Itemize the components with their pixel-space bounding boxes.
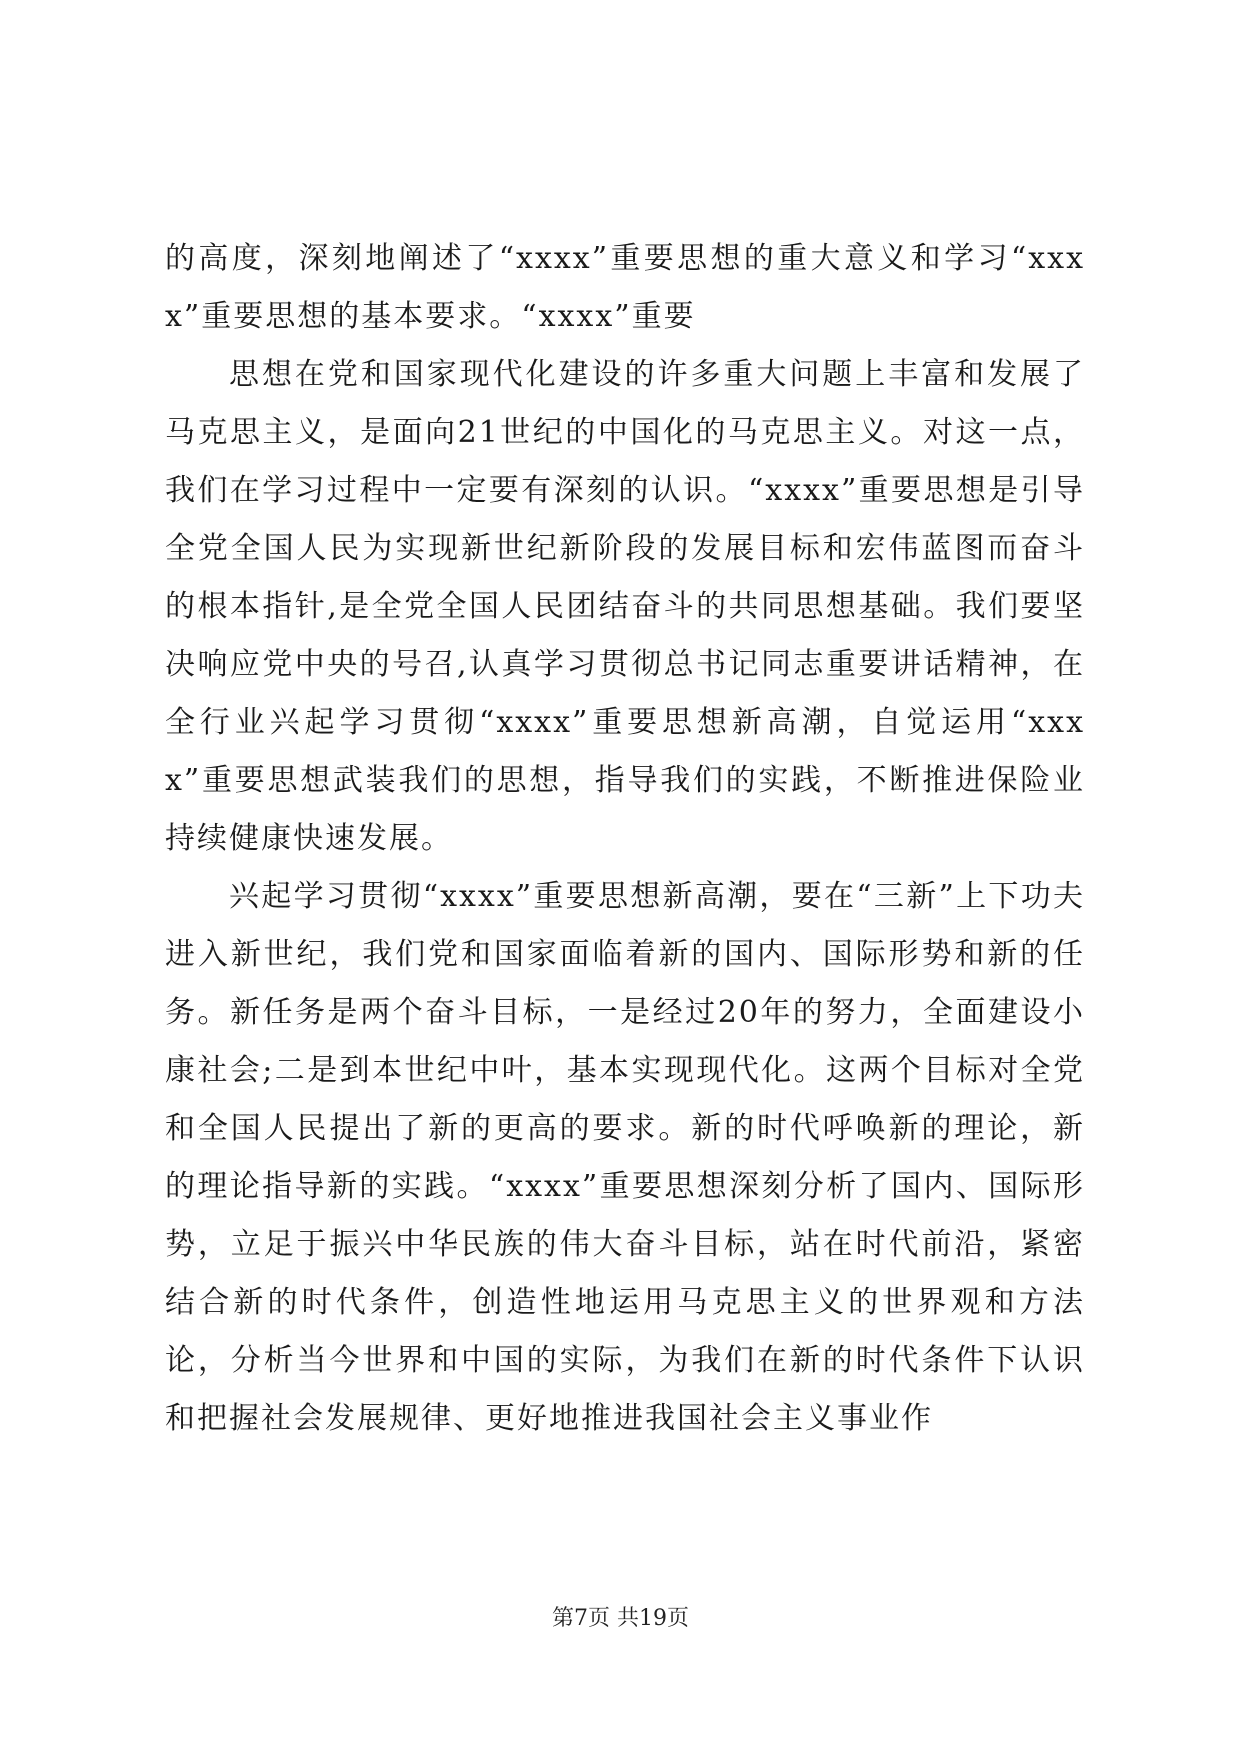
paragraph-continued: 的高度，深刻地阐述了“xxxx”重要思想的重大意义和学习“xxxx”重要思想的基本要求。“xxxx”重要 [165,241,1085,334]
paragraph: 思想在党和国家现代化建设的许多重大问题上丰富和发展了马克思主义，是面向21世纪的中国化的马克思主义。对这一点，我们在学习过程中一定要有深刻的认识。“xxxx”重要思想是引导全党全国人民为实现新世纪新阶段的发展目标和宏伟蓝图而奋斗的根本指针,是全党全国人民团结奋斗的共同思想基础。我们要坚决响应党中央的号召,认真学习贯彻总书记同志重要讲话精神，在全行业兴起学习贯彻“xxxx”重要思想新高潮，自觉运用“xxxx”重要思想武装我们的思想，指导我们的实践，不断推进保险业持续健康快速发展。 [165,357,1085,856]
document-body [165,230,1085,1448]
paragraph: 兴起学习贯彻“xxxx”重要思想新高潮，要在“三新”上下功夫进入新世纪，我们党和国家面临着新的国内、国际形势和新的任务。新任务是两个奋斗目标，一是经过20年的努力，全面建设小康社会;二是到本世纪中叶，基本实现现代化。这两个目标对全党和全国人民提出了新的更高的要求。新的时代呼唤新的理论，新的理论指导新的实践。“xxxx”重要思想深刻分析了国内、国际形势，立足于振兴中华民族的伟大奋斗目标，站在时代前沿，紧密结合新的时代条件，创造性地运用马克思主义的世界观和方法论，分析当今世界和中国的实际，为我们在新的时代条件下认识和把握社会发展规律、更好地推进我国社会主义事业作 [165,879,1085,1436]
page-number-footer: 第7页 共19页 [552,1606,689,1631]
